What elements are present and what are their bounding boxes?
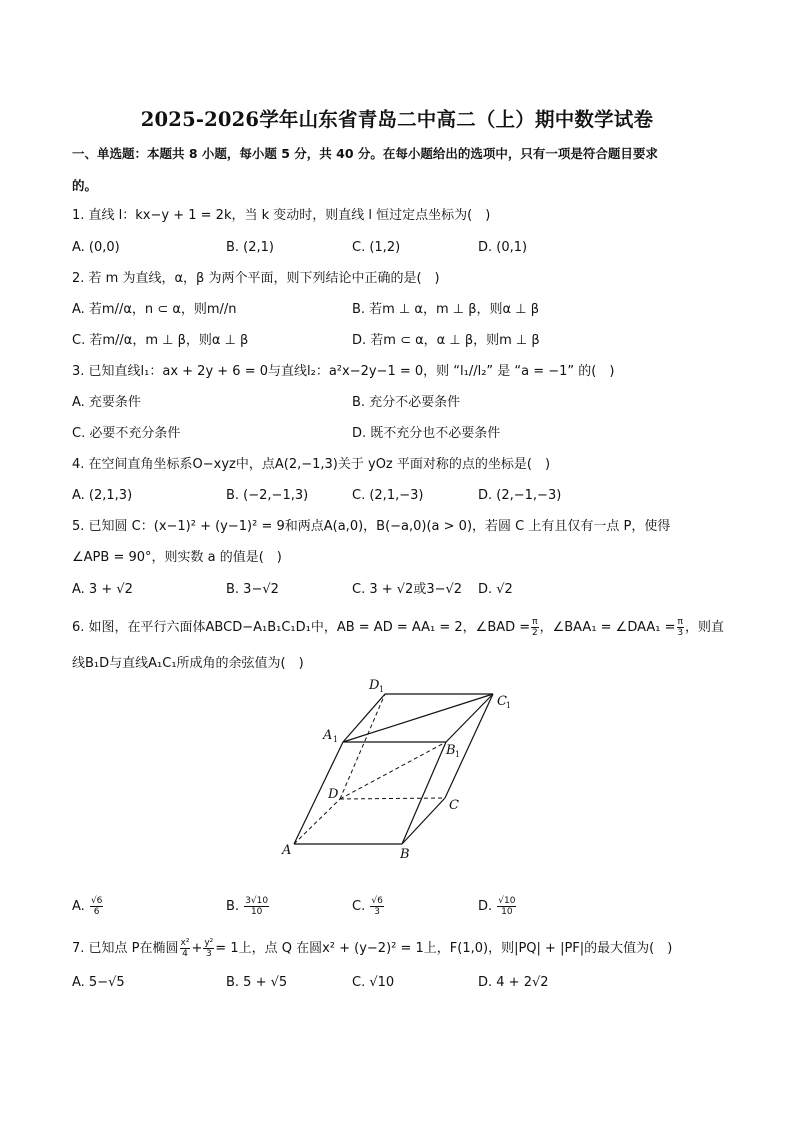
q6-option-c <box>352 896 385 917</box>
q2-option-b: B. 若m ⊥ α，m ⊥ β，则α ⊥ β <box>352 302 540 317</box>
q7-option-c: C. √10 <box>352 975 395 990</box>
q6-option-c-letter: C. <box>352 899 366 914</box>
q3-option-a: A. 充要条件 <box>72 395 141 410</box>
label-C1-subscript: 1 <box>506 701 512 710</box>
label-B1: B <box>446 743 456 758</box>
q6-stem-part2: ，∠BAA₁ = ∠DAA₁ = <box>539 620 676 635</box>
q6-fraction-pi-over-3 <box>677 617 684 638</box>
q4-option-a: A. (2,1,3) <box>72 488 133 503</box>
question-5-stem-line1: 5. 已知圆 C：(x−1)² + (y−1)² = 9和两点A(a,0)，B(−a,0)(a > 0)，若圆 C 上有且仅有一点 P，使得 <box>72 519 671 534</box>
q6-option-c-fraction <box>370 896 383 917</box>
q7-option-b: B. 5 + √5 <box>226 975 288 990</box>
hidden-edge-DC <box>340 798 445 799</box>
q7-stem-part1: 7. 已知点 P在椭圆 <box>72 941 179 956</box>
q6-option-d-num: √10 <box>498 896 516 906</box>
q7-fraction-y2-over-3 <box>203 938 214 959</box>
edge-BC <box>402 798 445 844</box>
q6-frac2-numerator: π <box>677 617 683 627</box>
hidden-edge-AD <box>294 799 340 844</box>
exam-title: 2025-2026学年山东省青岛二中高二（上）期中数学试卷 <box>140 108 654 131</box>
q5-option-a: A. 3 + √2 <box>72 582 133 597</box>
label-B1-subscript: 1 <box>455 750 461 759</box>
label-D1: D <box>369 678 380 693</box>
question-2-stem: 2. 若 m 为直线，α，β 为两个平面，则下列结论中正确的是( ) <box>72 271 440 286</box>
q6-option-b-letter: B. <box>226 899 240 914</box>
q7-frac1-numerator: x² <box>180 938 190 948</box>
q4-option-b: B. (−2,−1,3) <box>226 488 309 503</box>
q6-option-a-letter: A. <box>72 899 85 914</box>
q7-frac1-denominator: 4 <box>182 949 188 959</box>
q6-option-d-den: 10 <box>501 907 513 917</box>
q3-option-b: B. 充分不必要条件 <box>352 395 461 410</box>
label-A1-subscript: 1 <box>333 735 339 744</box>
q6-option-b <box>226 896 270 917</box>
question-5-stem-line2: ∠APB = 90°，则实数 a 的值是( ) <box>72 550 282 565</box>
q7-frac2-numerator: y² <box>204 938 214 948</box>
q6-option-d <box>478 896 517 917</box>
q2-option-a: A. 若m//α，n ⊂ α，则m//n <box>72 302 237 317</box>
q1-option-b: B. (2,1) <box>226 240 275 255</box>
question-4-stem: 4. 在空间直角坐标系O−xyz中，点A(2,−1,3)关于 yOz 平面对称的点的坐标是( ) <box>72 457 551 472</box>
parallelepiped-figure <box>280 672 520 862</box>
q4-option-c: C. (2,1,−3) <box>352 488 424 503</box>
q5-option-d: D. √2 <box>478 582 513 597</box>
q6-option-d-letter: D. <box>478 899 493 914</box>
question-3-stem: 3. 已知直线l₁：ax + 2y + 6 = 0与直线l₂：a²x−2y−1 = 0，则 “l₁//l₂” 是 “a = −1” 的( ) <box>72 364 615 379</box>
label-D: D <box>328 787 339 802</box>
q6-option-a-num: √6 <box>90 896 103 906</box>
q1-option-a: A. (0,0) <box>72 240 120 255</box>
q7-stem-part2: = 1上，点 Q 在圆x² + (y−2)² = 1上，F(1,0)，则|PQ| + |PF|的最大值为( ) <box>215 941 673 956</box>
q7-fraction-x2-over-4 <box>180 938 191 959</box>
q6-stem-part1: 6. 如图，在平行六面体ABCD−A₁B₁C₁D₁中，AB = AD = AA₁ = 2，∠BAD = <box>72 620 531 635</box>
q5-option-b: B. 3−√2 <box>226 582 279 597</box>
hidden-edge-DD1 <box>340 694 385 799</box>
q2-option-d: D. 若m ⊂ α，α ⊥ β，则m ⊥ β <box>352 333 540 348</box>
question-7-stem <box>72 938 672 959</box>
question-6-stem-line2: 线B₁D与直线A₁C₁所成角的余弦值为( ) <box>72 656 304 671</box>
q6-option-a <box>72 896 104 917</box>
hidden-diagonal-DB1 <box>340 742 446 799</box>
q6-option-a-fraction <box>90 896 103 917</box>
section-instruction-line1: 一、单选题：本题共 8 小题，每小题 5 分，共 40 分。在每小题给出的选项中，只有一项是符合题目要求 <box>72 146 658 161</box>
q3-option-d: D. 既不充分也不必要条件 <box>352 426 501 441</box>
label-A: A <box>282 843 292 858</box>
q4-option-d: D. (2,−1,−3) <box>478 488 562 503</box>
q6-option-b-num: 3√10 <box>245 896 269 906</box>
q1-option-d: D. (0,1) <box>478 240 528 255</box>
label-C1: C <box>497 694 507 709</box>
q2-option-c: C. 若m//α，m ⊥ β，则α ⊥ β <box>72 333 249 348</box>
label-C: C <box>449 798 459 813</box>
q5-option-c: C. 3 + √2或3−√2 <box>352 582 463 597</box>
q6-option-a-den: 6 <box>93 907 100 917</box>
label-A1: A <box>323 728 333 743</box>
question-1-stem: 1. 直线 l：kx−y + 1 = 2k，当 k 变动时，则直线 l 恒过定点坐标为( ) <box>72 208 491 223</box>
q7-plus: + <box>191 941 203 956</box>
question-6-stem-line1 <box>72 617 724 638</box>
edge-BB1 <box>402 742 446 844</box>
q7-frac2-denominator: 3 <box>205 949 212 959</box>
q6-frac1-denominator: 2 <box>532 628 538 638</box>
q6-fraction-pi-over-2 <box>531 617 538 638</box>
diagonal-A1C1 <box>343 694 493 742</box>
q6-option-d-fraction <box>497 896 516 917</box>
q7-option-a: A. 5−√5 <box>72 975 125 990</box>
q3-option-c: C. 必要不充分条件 <box>72 426 181 441</box>
q1-option-c: C. (1,2) <box>352 240 401 255</box>
label-D1-subscript: 1 <box>379 685 385 694</box>
label-B: B <box>400 847 410 862</box>
q6-option-b-den: 10 <box>250 907 263 917</box>
q6-option-b-fraction <box>244 896 269 917</box>
q6-option-c-den: 3 <box>374 907 380 917</box>
q6-option-c-num: √6 <box>371 896 383 906</box>
q6-stem-part3: ，则直 <box>684 620 724 635</box>
q6-frac1-numerator: π <box>532 617 538 627</box>
section-instruction-line2: 的。 <box>72 178 98 193</box>
q6-frac2-denominator: 3 <box>677 628 684 638</box>
q7-option-d: D. 4 + 2√2 <box>478 975 549 990</box>
